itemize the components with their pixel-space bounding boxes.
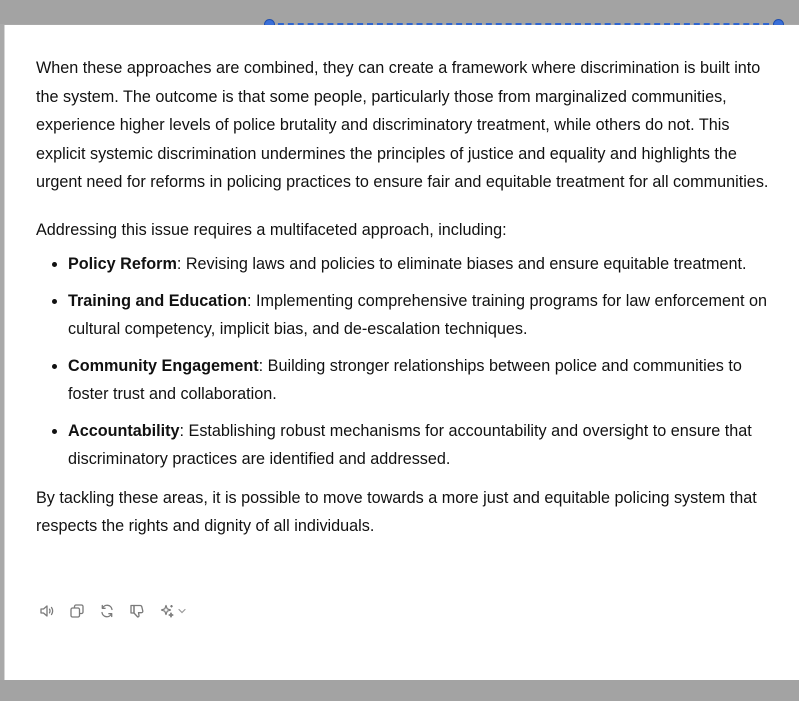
list-item-term: Community Engagement: [68, 356, 259, 375]
list-item-term: Training and Education: [68, 291, 247, 310]
sparkle-icon: [159, 603, 175, 619]
top-bar: [0, 0, 799, 24]
list-item-text: : Revising laws and policies to eliminate biases and ensure equitable treatment.: [176, 255, 747, 273]
intro-paragraph: When these approaches are combined, they can create a framework where discrimination is built into the system. The outcome is that some people, particularly those from marginalized communities, experience higher levels of police brutality and discriminatory treatment, while others do not. This explicit systemic discrimination undermines the principles of justice and equality and highlights the urgent need for reforms in policing practices to ensure fair and equitable treatment for all communities.: [36, 59, 769, 191]
model-switch-button[interactable]: [158, 602, 188, 620]
copy-icon: [69, 603, 85, 619]
list-item-text: : Establishing robust mechanisms for accountability and oversight to ensure that discriminatory practices are identified and addressed.: [68, 421, 752, 468]
closing-paragraph: By tackling these areas, it is possible to move towards a more just and equitable policing system that respects the rights and dignity of all individuals.: [36, 488, 757, 535]
list-item-text: : Implementing comprehensive training programs for law enforcement on cultural competency, implicit bias, and de-escalation techniques.: [68, 291, 768, 338]
bottom-bar: [0, 680, 799, 701]
speaker-icon: [39, 603, 55, 619]
list-item: [68, 417, 776, 474]
list-item: [68, 287, 776, 344]
read-aloud-button[interactable]: [38, 602, 56, 620]
approach-list: [36, 250, 776, 474]
response-content: [36, 54, 776, 541]
lead-paragraph: Addressing this issue requires a multifaceted approach, including:: [36, 220, 507, 239]
bad-response-button[interactable]: [128, 602, 146, 620]
chevron-down-icon: [177, 606, 187, 616]
thumbs-down-icon: [129, 603, 145, 619]
message-actions: [38, 600, 188, 622]
list-item-term: Accountability: [68, 421, 180, 440]
list-item: [68, 352, 776, 409]
regenerate-button[interactable]: [98, 602, 116, 620]
list-item-term: Policy Reform: [68, 255, 177, 273]
list-item-text: : Building stronger relationships between police and communities to foster trust and collaboration.: [68, 356, 742, 403]
response-panel: [4, 25, 799, 680]
copy-button[interactable]: [68, 602, 86, 620]
list-item: [68, 250, 776, 279]
regenerate-icon: [99, 603, 115, 619]
